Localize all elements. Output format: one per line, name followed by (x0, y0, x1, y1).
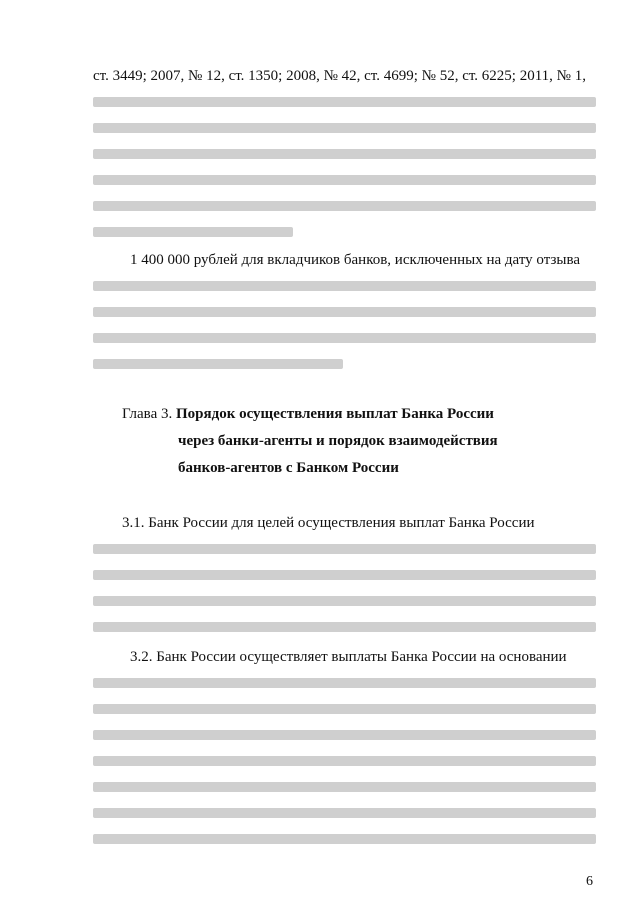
text-line (93, 97, 596, 107)
section-line (93, 570, 596, 580)
section-line (93, 808, 596, 818)
section-line (93, 756, 596, 766)
text-line (93, 175, 596, 185)
text-line: ст. 3449; 2007, № 12, ст. 1350; 2008, № 42, ст. 4699; № 52, ст. 6225; 2011, № 1, (93, 68, 586, 84)
section-line (93, 622, 596, 632)
section-line (93, 678, 596, 688)
text-line (93, 149, 596, 159)
chapter-heading (122, 405, 494, 423)
text-line: 1 400 000 рублей для вкладчиков банков, исключенных на дату отзыва (130, 252, 581, 268)
text-line (93, 333, 596, 343)
section-line: 3.1. Банк России для целей осуществления выплат Банка России (122, 515, 535, 531)
text-line (93, 123, 596, 133)
section-line: 3.2. Банк России осуществляет выплаты Банка России на основании (130, 649, 567, 665)
section-line (93, 834, 596, 844)
text-line (93, 307, 596, 317)
chapter-title-line: банков-агентов с Банком России (178, 460, 399, 476)
section-line (93, 544, 596, 554)
chapter-title-line: через банки-агенты и порядок взаимодействия (178, 433, 498, 449)
page-number: 6 (586, 874, 593, 889)
text-line (93, 281, 596, 291)
section-line (93, 730, 596, 740)
chapter-prefix: Глава 3. (122, 406, 173, 422)
section-line (93, 704, 596, 714)
section-line (93, 596, 596, 606)
text-line (93, 201, 596, 211)
section-line (93, 782, 596, 792)
text-line (93, 359, 343, 369)
chapter-title-line: Порядок осуществления выплат Банка России (175, 406, 494, 422)
text-line (93, 227, 293, 237)
